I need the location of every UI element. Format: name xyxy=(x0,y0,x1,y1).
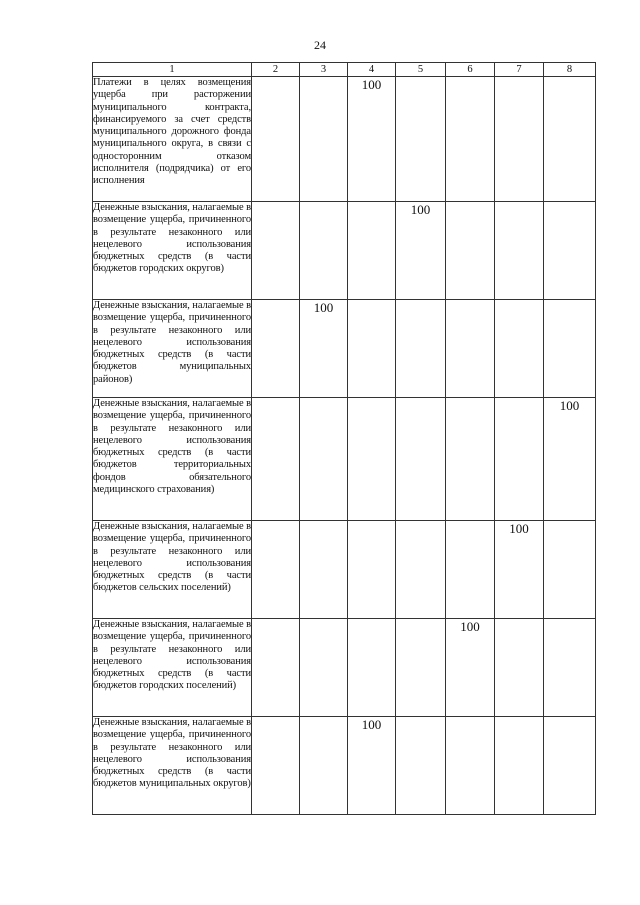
value-cell xyxy=(300,717,348,815)
value-cell xyxy=(300,398,348,521)
value-cell xyxy=(396,717,446,815)
value-cell: 100 xyxy=(544,398,596,521)
value-cell xyxy=(348,619,396,717)
value-cell xyxy=(348,521,396,619)
table-row xyxy=(93,202,596,300)
value-cell xyxy=(495,77,544,202)
table-row xyxy=(93,398,596,521)
value-cell xyxy=(446,300,495,398)
header-cell: 2 xyxy=(252,63,300,77)
value-cell xyxy=(396,521,446,619)
value-cell xyxy=(495,300,544,398)
value-cell xyxy=(252,300,300,398)
value-cell xyxy=(252,521,300,619)
value-cell xyxy=(252,77,300,202)
value-cell xyxy=(446,521,495,619)
budget-table xyxy=(92,62,596,815)
value-cell xyxy=(544,619,596,717)
value-cell xyxy=(396,300,446,398)
header-cell: 8 xyxy=(544,63,596,77)
header-cell: 1 xyxy=(93,63,252,77)
value-cell xyxy=(446,202,495,300)
value-cell xyxy=(252,398,300,521)
value-cell xyxy=(396,398,446,521)
value-cell xyxy=(544,521,596,619)
value-cell xyxy=(252,619,300,717)
value-cell xyxy=(300,202,348,300)
header-cell: 4 xyxy=(348,63,396,77)
value-cell xyxy=(252,202,300,300)
header-row xyxy=(93,63,596,77)
row-description: Денежные взыскания, налагаемые в возмещение ущерба, причиненного в результате незаконного или нецелевого использования бюджетных средств (в части бюджетов муниципальных округов) xyxy=(93,717,252,815)
table-row xyxy=(93,521,596,619)
table-row xyxy=(93,300,596,398)
value-cell xyxy=(252,717,300,815)
value-cell xyxy=(300,619,348,717)
value-cell xyxy=(446,717,495,815)
value-cell xyxy=(300,521,348,619)
header-cell: 5 xyxy=(396,63,446,77)
value-cell: 100 xyxy=(348,717,396,815)
value-cell xyxy=(348,398,396,521)
row-description: Денежные взыскания, налагаемые в возмещение ущерба, причиненного в результате незаконного или нецелевого использования бюджетных средств (в части бюджетов муниципальных районов) xyxy=(93,300,252,398)
row-description: Денежные взыскания, налагаемые в возмещение ущерба, причиненного в результате незаконного или нецелевого использования бюджетных средств (в части бюджетов территориальных фондов обязательного медицинского страхования) xyxy=(93,398,252,521)
value-cell xyxy=(544,202,596,300)
value-cell: 100 xyxy=(300,300,348,398)
value-cell xyxy=(495,202,544,300)
row-description: Денежные взыскания, налагаемые в возмещение ущерба, причиненного в результате незаконного или нецелевого использования бюджетных средств (в части бюджетов городских поселений) xyxy=(93,619,252,717)
value-cell: 100 xyxy=(446,619,495,717)
header-cell: 6 xyxy=(446,63,495,77)
value-cell xyxy=(544,77,596,202)
table-row xyxy=(93,717,596,815)
value-cell xyxy=(544,717,596,815)
value-cell xyxy=(396,619,446,717)
header-cell: 7 xyxy=(495,63,544,77)
value-cell xyxy=(300,77,348,202)
row-description: Платежи в целях возмещения ущерба при расторжении муниципального контракта, финансируемого за счет средств муниципального дорожного фонда муниципального округа, в связи с односторонним отказом исполнителя (подрядчика) от его исполнения xyxy=(93,77,252,202)
value-cell xyxy=(446,398,495,521)
row-description: Денежные взыскания, налагаемые в возмещение ущерба, причиненного в результате незаконного или нецелевого использования бюджетных средств (в части бюджетов сельских поселений) xyxy=(93,521,252,619)
value-cell: 100 xyxy=(396,202,446,300)
table-row xyxy=(93,619,596,717)
value-cell: 100 xyxy=(495,521,544,619)
header-cell: 3 xyxy=(300,63,348,77)
value-cell xyxy=(495,717,544,815)
row-description: Денежные взыскания, налагаемые в возмещение ущерба, причиненного в результате незаконного или нецелевого использования бюджетных средств (в части бюджетов городских округов) xyxy=(93,202,252,300)
value-cell xyxy=(446,77,495,202)
value-cell xyxy=(495,619,544,717)
value-cell xyxy=(544,300,596,398)
value-cell: 100 xyxy=(348,77,396,202)
value-cell xyxy=(396,77,446,202)
page-number: 24 xyxy=(314,38,326,52)
table-row xyxy=(93,77,596,202)
value-cell xyxy=(495,398,544,521)
value-cell xyxy=(348,300,396,398)
value-cell xyxy=(348,202,396,300)
